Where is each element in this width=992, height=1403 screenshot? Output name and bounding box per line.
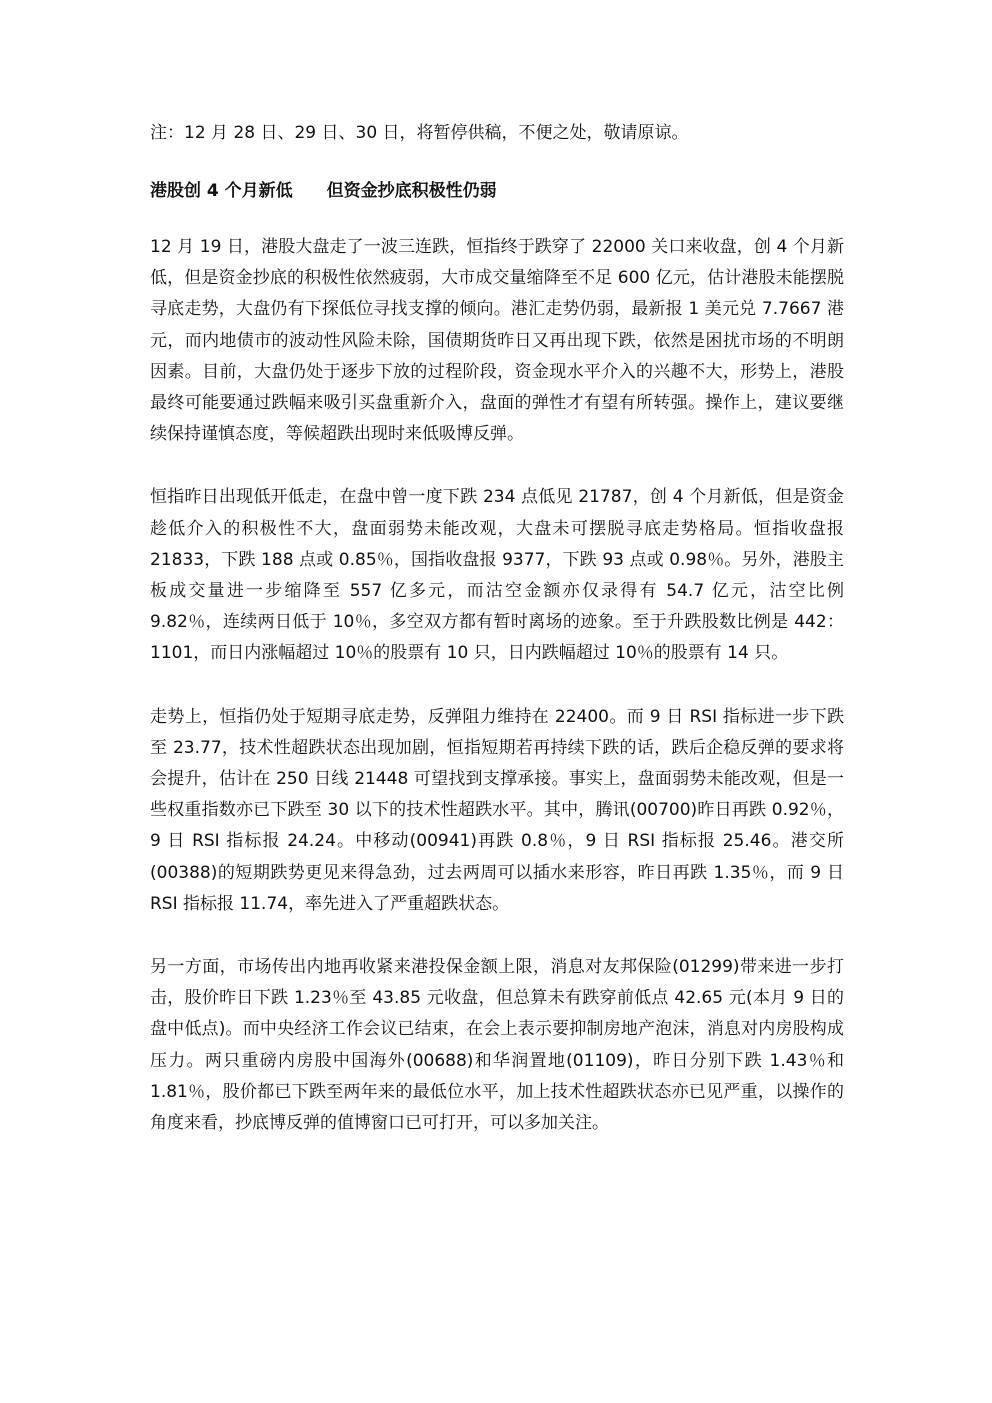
suspension-note: 注：12 月 28 日、29 日、30 日，将暂停供稿，不便之处，敬请原谅。 [150, 123, 689, 143]
article-heading: 港股创 4 个月新低 但资金抄底积极性仍弱 [150, 181, 497, 201]
paragraph-4: 另一方面，市场传出内地再收紧来港投保金额上限，消息对友邦保险(01299)带来进一步打击，股价昨日下跌 1.23％至 43.85 元收盘，但总算未有跌穿前低点 42.65 元(本月 9 日的盘中低点)。而中央经济工作会议已结束，在会上表示要抑制房地产泡沫，消息对内房股构成压力。两只重磅内房股中国海外(00688)和华润置地(01109)，昨日分别下跌 1.43％和 1.81％，股价都已下跌至两年来的最低位水平，加上技术性超跌状态亦已见严重，以操作的角度来看，抄底博反弹的值博窗口已可打开，可以多加关注。 [150, 957, 844, 1134]
paragraph-2: 恒指昨日出现低开低走，在盘中曾一度下跌 234 点低见 21787，创 4 个月新低，但是资金趁低介入的积极性不大，盘面弱势未能改观，大盘未可摆脱寻底走势格局。恒指收盘报 21833，下跌 188 点或 0.85％，国指收盘报 9377，下跌 93 点或 0.98％。另外，港股主板成交量进一步缩降至 557 亿多元，而沽空金额亦仅录得有 54.7 亿元，沽空比例 9.82％，连续两日低于 10％，多空双方都有暂时离场的迹象。至于升跌股数比例是 442：1101，而日内涨幅超过 10％的股票有 10 只，日内跌幅超过 10％的股票有 14 只。 [150, 487, 844, 664]
paragraph-3: 走势上，恒指仍处于短期寻底走势，反弹阻力维持在 22400。而 9 日 RSI 指标进一步下跌至 23.77，技术性超跌状态出现加剧，恒指短期若再持续下跌的话，跌后企稳反弹的要求将会提升，估计在 250 日线 21448 可望找到支撑承接。事实上，盘面弱势未能改观，但是一些权重指数亦已下跌至 30 以下的技术性超跌水平。其中，腾讯(00700)昨日再跌 0.92％，9 日 RSI 指标报 24.24。中移动(00941)再跌 0.8％，9 日 RSI 指标报 25.46。港交所(00388)的短期跌势更见来得急劲，过去两周可以插水来形容，昨日再跌 1.35％，而 9 日 RSI 指标报 11.74，率先进入了严重超跌状态。 [150, 706, 844, 914]
document-page [150, 118, 844, 1171]
paragraph-1: 12 月 19 日，港股大盘走了一波三连跌，恒指终于跌穿了 22000 关口来收盘，创 4 个月新低，但是资金抄底的积极性依然疲弱，大市成交量缩降至不足 600 亿元，估计港股未能摆脱寻底走势，大盘仍有下探低位寻找支撑的倾向。港汇走势仍弱，最新报 1 美元兑 7.7667 港元，而内地债市的波动性风险未除，国债期货昨日又再出现下跌，依然是困扰市场的不明朗因素。目前，大盘仍处于逐步下放的过程阶段，资金现水平介入的兴趣不大，形势上，港股最终可能要通过跌幅来吸引买盘重新介入，盘面的弹性才有望有所转强。操作上，建议要继续保持谨慎态度，等候超跌出现时来低吸博反弹。 [150, 237, 845, 445]
